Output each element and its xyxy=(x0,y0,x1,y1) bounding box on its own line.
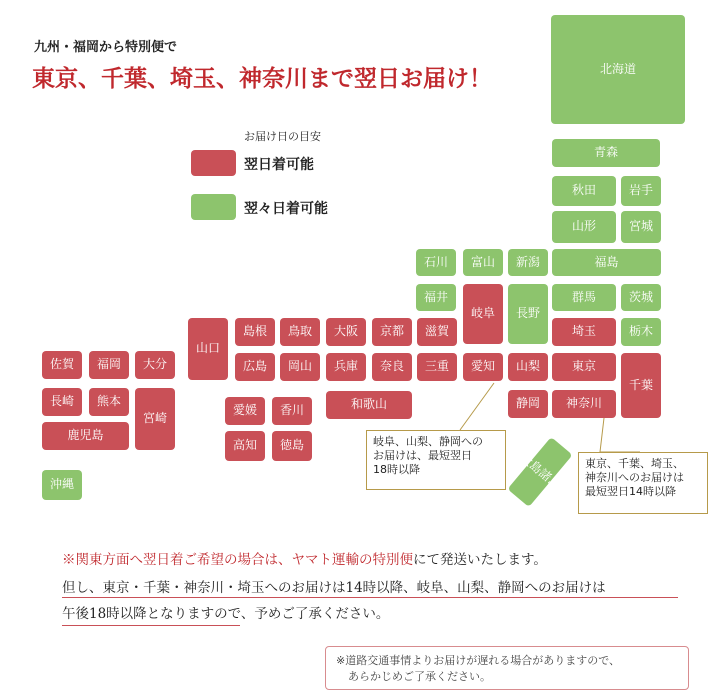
pref-miyagi: 宮城 xyxy=(621,211,661,243)
pref-tokyo: 東京 xyxy=(552,353,616,381)
pref-wakayama: 和歌山 xyxy=(326,391,412,419)
pref-toyama: 富山 xyxy=(463,249,503,276)
pref-akita: 秋田 xyxy=(552,176,616,206)
pref-osaka: 大阪 xyxy=(326,318,366,346)
pref-aomori: 青森 xyxy=(552,139,660,167)
pref-yamaguchi: 山口 xyxy=(188,318,228,380)
disclaimer-box xyxy=(325,646,689,690)
pref-tottori: 鳥取 xyxy=(280,318,320,346)
callout-tokyo-line3: 最短翌日14時以降 xyxy=(585,485,676,498)
pref-nagano: 長野 xyxy=(508,284,548,344)
callout-gifu-area xyxy=(366,430,506,490)
pref-aichi: 愛知 xyxy=(463,353,503,381)
pref-fukushima: 福島 xyxy=(552,249,661,276)
pref-tochigi: 栃木 xyxy=(621,318,661,346)
note-rule-1 xyxy=(62,597,678,598)
disclaimer-line2: あらかじめご了承ください。 xyxy=(348,670,491,683)
pref-amami-label: 大島諸島 xyxy=(517,450,564,493)
legend-title: お届け日の目安 xyxy=(244,130,321,143)
pref-ishikawa: 石川 xyxy=(416,249,456,276)
pref-hokkaido: 北海道 xyxy=(551,15,685,124)
pref-gunma: 群馬 xyxy=(552,284,616,311)
pref-shimane: 島根 xyxy=(235,318,275,346)
callout-tokyo-line2: 神奈川へのお届けは xyxy=(585,471,684,484)
callout-gifu-line2: お届けは、最短翌日 xyxy=(373,449,472,462)
header-headline: 東京、千葉、埼玉、神奈川まで翌日お届け！ xyxy=(32,65,492,92)
note-line-1 xyxy=(62,548,547,568)
pref-miyazaki: 宮崎 xyxy=(135,388,175,450)
callout-tokyo-area xyxy=(578,452,708,514)
pref-ibaraki: 茨城 xyxy=(621,284,661,311)
pref-saga: 佐賀 xyxy=(42,351,82,379)
callout-tokyo-line1: 東京、千葉、埼玉、 xyxy=(585,457,684,470)
pref-kochi: 高知 xyxy=(225,431,265,461)
callout-gifu-line3: 18時以降 xyxy=(373,463,420,476)
pref-ehime: 愛媛 xyxy=(225,397,265,425)
pref-shizuoka: 静岡 xyxy=(508,390,548,418)
pref-shiga: 滋賀 xyxy=(417,318,457,346)
pref-oita: 大分 xyxy=(135,351,175,379)
note-line-1-red: ※関東方面へ翌日着ご希望の場合は、ヤマト運輸の特別便 xyxy=(62,552,413,568)
pref-niigata: 新潟 xyxy=(508,249,548,276)
note-line-2: 但し、東京・千葉・神奈川・埼玉へのお届けは14時以降、岐阜、山梨、静岡へのお届けは xyxy=(62,580,606,596)
pref-kyoto: 京都 xyxy=(372,318,412,346)
pref-fukuoka: 福岡 xyxy=(89,351,129,379)
legend-label-next-day: 翌日着可能 xyxy=(244,157,314,173)
disclaimer-line1: ※道路交通事情よりお届けが遅れる場合がありますので、 xyxy=(336,654,620,667)
pref-chiba: 千葉 xyxy=(621,353,661,418)
pref-yamanashi: 山梨 xyxy=(508,353,548,381)
note-rule-2 xyxy=(62,625,240,626)
pref-yamagata: 山形 xyxy=(552,211,616,243)
pref-kumamoto: 熊本 xyxy=(89,388,129,416)
callout-gifu-line1: 岐阜、山梨、静岡への xyxy=(373,435,483,448)
pref-okayama: 岡山 xyxy=(280,353,320,381)
legend-label-two-day: 翌々日着可能 xyxy=(244,201,328,217)
pref-fukui: 福井 xyxy=(416,284,456,311)
pref-kagawa: 香川 xyxy=(272,397,312,425)
pref-saitama: 埼玉 xyxy=(552,318,616,346)
pref-tokushima: 徳島 xyxy=(272,431,312,461)
pref-kanagawa: 神奈川 xyxy=(552,390,616,418)
pref-gifu: 岐阜 xyxy=(463,284,503,344)
pref-hyogo: 兵庫 xyxy=(326,353,366,381)
pref-hiroshima: 広島 xyxy=(235,353,275,381)
pref-nagasaki: 長崎 xyxy=(42,388,82,416)
callout-leader-tokyo xyxy=(600,418,640,452)
note-line-3: 午後18時以降となりますので、予めご了承ください。 xyxy=(62,606,390,622)
header-subtitle: 九州・福岡から特別便で xyxy=(34,40,178,55)
callout-leader-gifu xyxy=(460,383,494,430)
pref-okinawa: 沖縄 xyxy=(42,470,82,500)
pref-kagoshima: 鹿児島 xyxy=(42,422,129,450)
note-line-1-rest: にて発送いたします。 xyxy=(413,552,547,568)
pref-iwate: 岩手 xyxy=(621,176,661,206)
pref-nara: 奈良 xyxy=(372,353,412,381)
pref-mie: 三重 xyxy=(417,353,457,381)
